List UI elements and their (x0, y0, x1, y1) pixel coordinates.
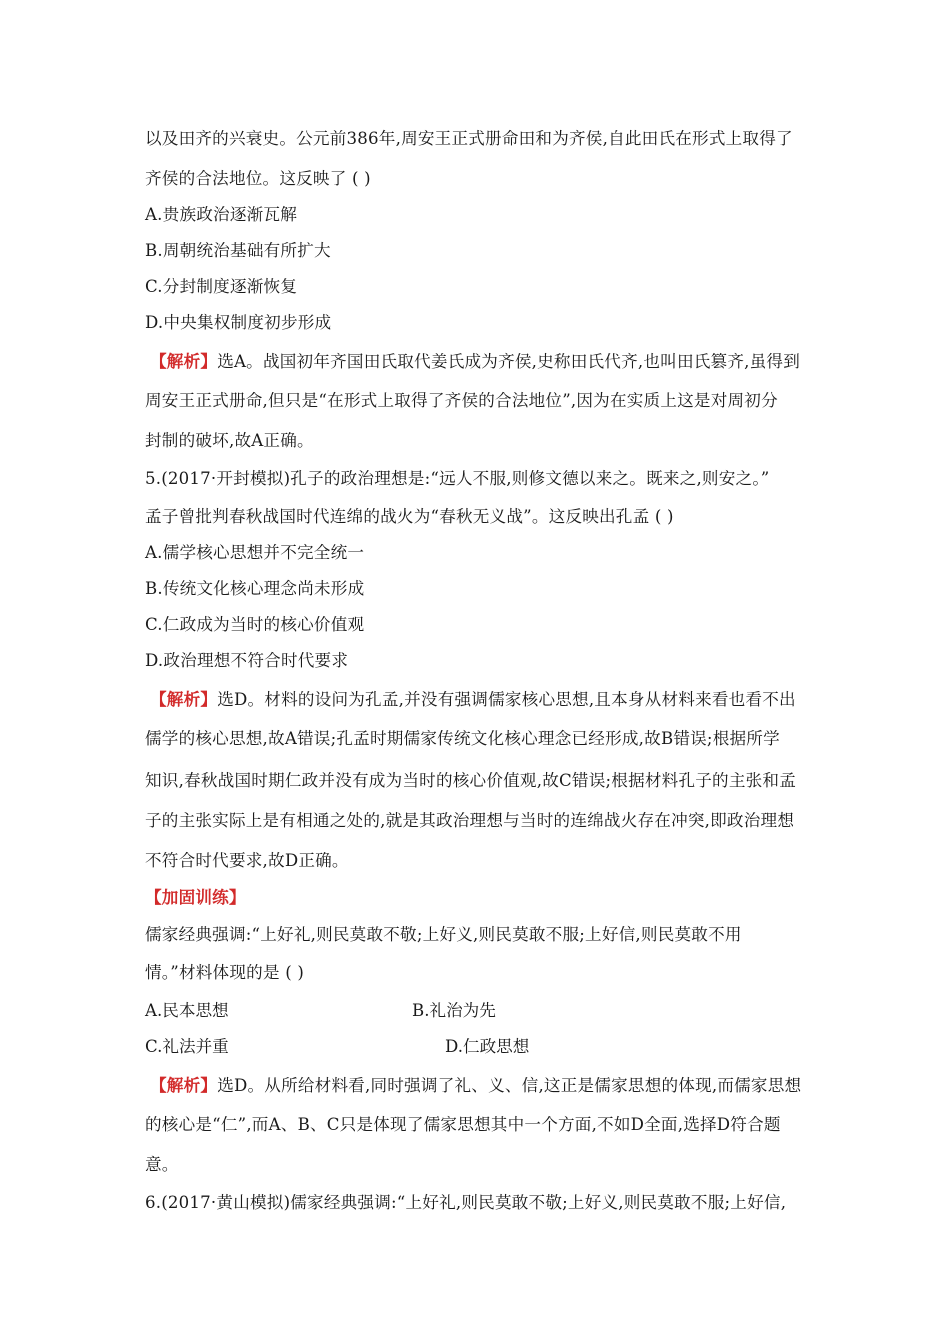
reinforcement-heading: 【加固训练】 (145, 887, 246, 907)
question-5-line: 5.(2017·开封模拟)孔子的政治理想是:“远人不服,则修文德以来之。既来之,则安之。” (145, 469, 770, 488)
analysis-text: 选D。材料的设问为孔孟,并没有强调儒家核心思想,且本身从材料来看也看不出 (217, 690, 796, 709)
text-line: 的核心是“仁”,而A、B、C只是体现了儒家思想其中一个方面,不如D全面,选择D符合题 (145, 1115, 781, 1134)
analysis-line (150, 1074, 801, 1097)
analysis-tag: 【解析】 (150, 689, 218, 709)
analysis-tag: 【解析】 (150, 351, 218, 371)
option-b: B.传统文化核心理念尚未形成 (145, 579, 365, 598)
option-d: D.中央集权制度初步形成 (145, 313, 332, 332)
question-stem-line: 齐侯的合法地位。这反映了 ( ) (145, 169, 371, 188)
text-line: 知识,春秋战国时期仁政并没有成为当时的核心价值观,故C错误;根据材料孔子的主张和孟 (145, 771, 797, 790)
option-c: C.礼法并重 (145, 1037, 229, 1056)
text-line: 不符合时代要求,故D正确。 (145, 851, 349, 870)
analysis-line (150, 688, 796, 711)
text-line: 封制的破坏,故A正确。 (145, 431, 314, 450)
question-stem-line: 情。”材料体现的是 ( ) (145, 963, 305, 982)
text-line: 儒学的核心思想,故A错误;孔孟时期儒家传统文化核心理念已经形成,故B错误;根据所学 (145, 729, 780, 748)
text-line: 子的主张实际上是有相通之处的,就是其政治理想与当时的连绵战火存在冲突,即政治理想 (145, 811, 795, 830)
text-line: 周安王正式册命,但只是“在形式上取得了齐侯的合法地位”,因为在实质上这是对周初分 (145, 391, 778, 410)
text-line: 意。 (145, 1155, 179, 1174)
text-line: 以及田齐的兴衰史。公元前386年,周安王正式册命田和为齐侯,自此田氏在形式上取得了 (145, 129, 793, 148)
question-6-line: 6.(2017·黄山模拟)儒家经典强调:“上好礼,则民莫敢不敬;上好义,则民莫敢不服;上好信, (145, 1193, 787, 1212)
analysis-line (150, 350, 800, 373)
option-b: B.礼治为先 (412, 1001, 496, 1020)
question-stem-line: 孟子曾批判春秋战国时代连绵的战火为“春秋无义战”。这反映出孔孟 ( ) (145, 507, 674, 526)
option-d: D.仁政思想 (445, 1037, 530, 1056)
option-a: A.儒学核心思想并不完全统一 (145, 543, 365, 562)
text-line: 儒家经典强调:“上好礼,则民莫敢不敬;上好义,则民莫敢不服;上好信,则民莫敢不用 (145, 925, 742, 944)
analysis-text: 选D。从所给材料看,同时强调了礼、义、信,这正是儒家思想的体现,而儒家思想 (217, 1076, 802, 1095)
analysis-text: 选A。战国初年齐国田氏取代姜氏成为齐侯,史称田氏代齐,也叫田氏篡齐,虽得到 (217, 352, 800, 371)
option-a: A.民本思想 (145, 1001, 229, 1020)
option-c: C.分封制度逐渐恢复 (145, 277, 298, 296)
option-c: C.仁政成为当时的核心价值观 (145, 615, 365, 634)
option-b: B.周朝统治基础有所扩大 (145, 241, 331, 260)
option-a: A.贵族政治逐渐瓦解 (145, 205, 298, 224)
option-d: D.政治理想不符合时代要求 (145, 651, 349, 670)
analysis-tag: 【解析】 (150, 1075, 218, 1095)
